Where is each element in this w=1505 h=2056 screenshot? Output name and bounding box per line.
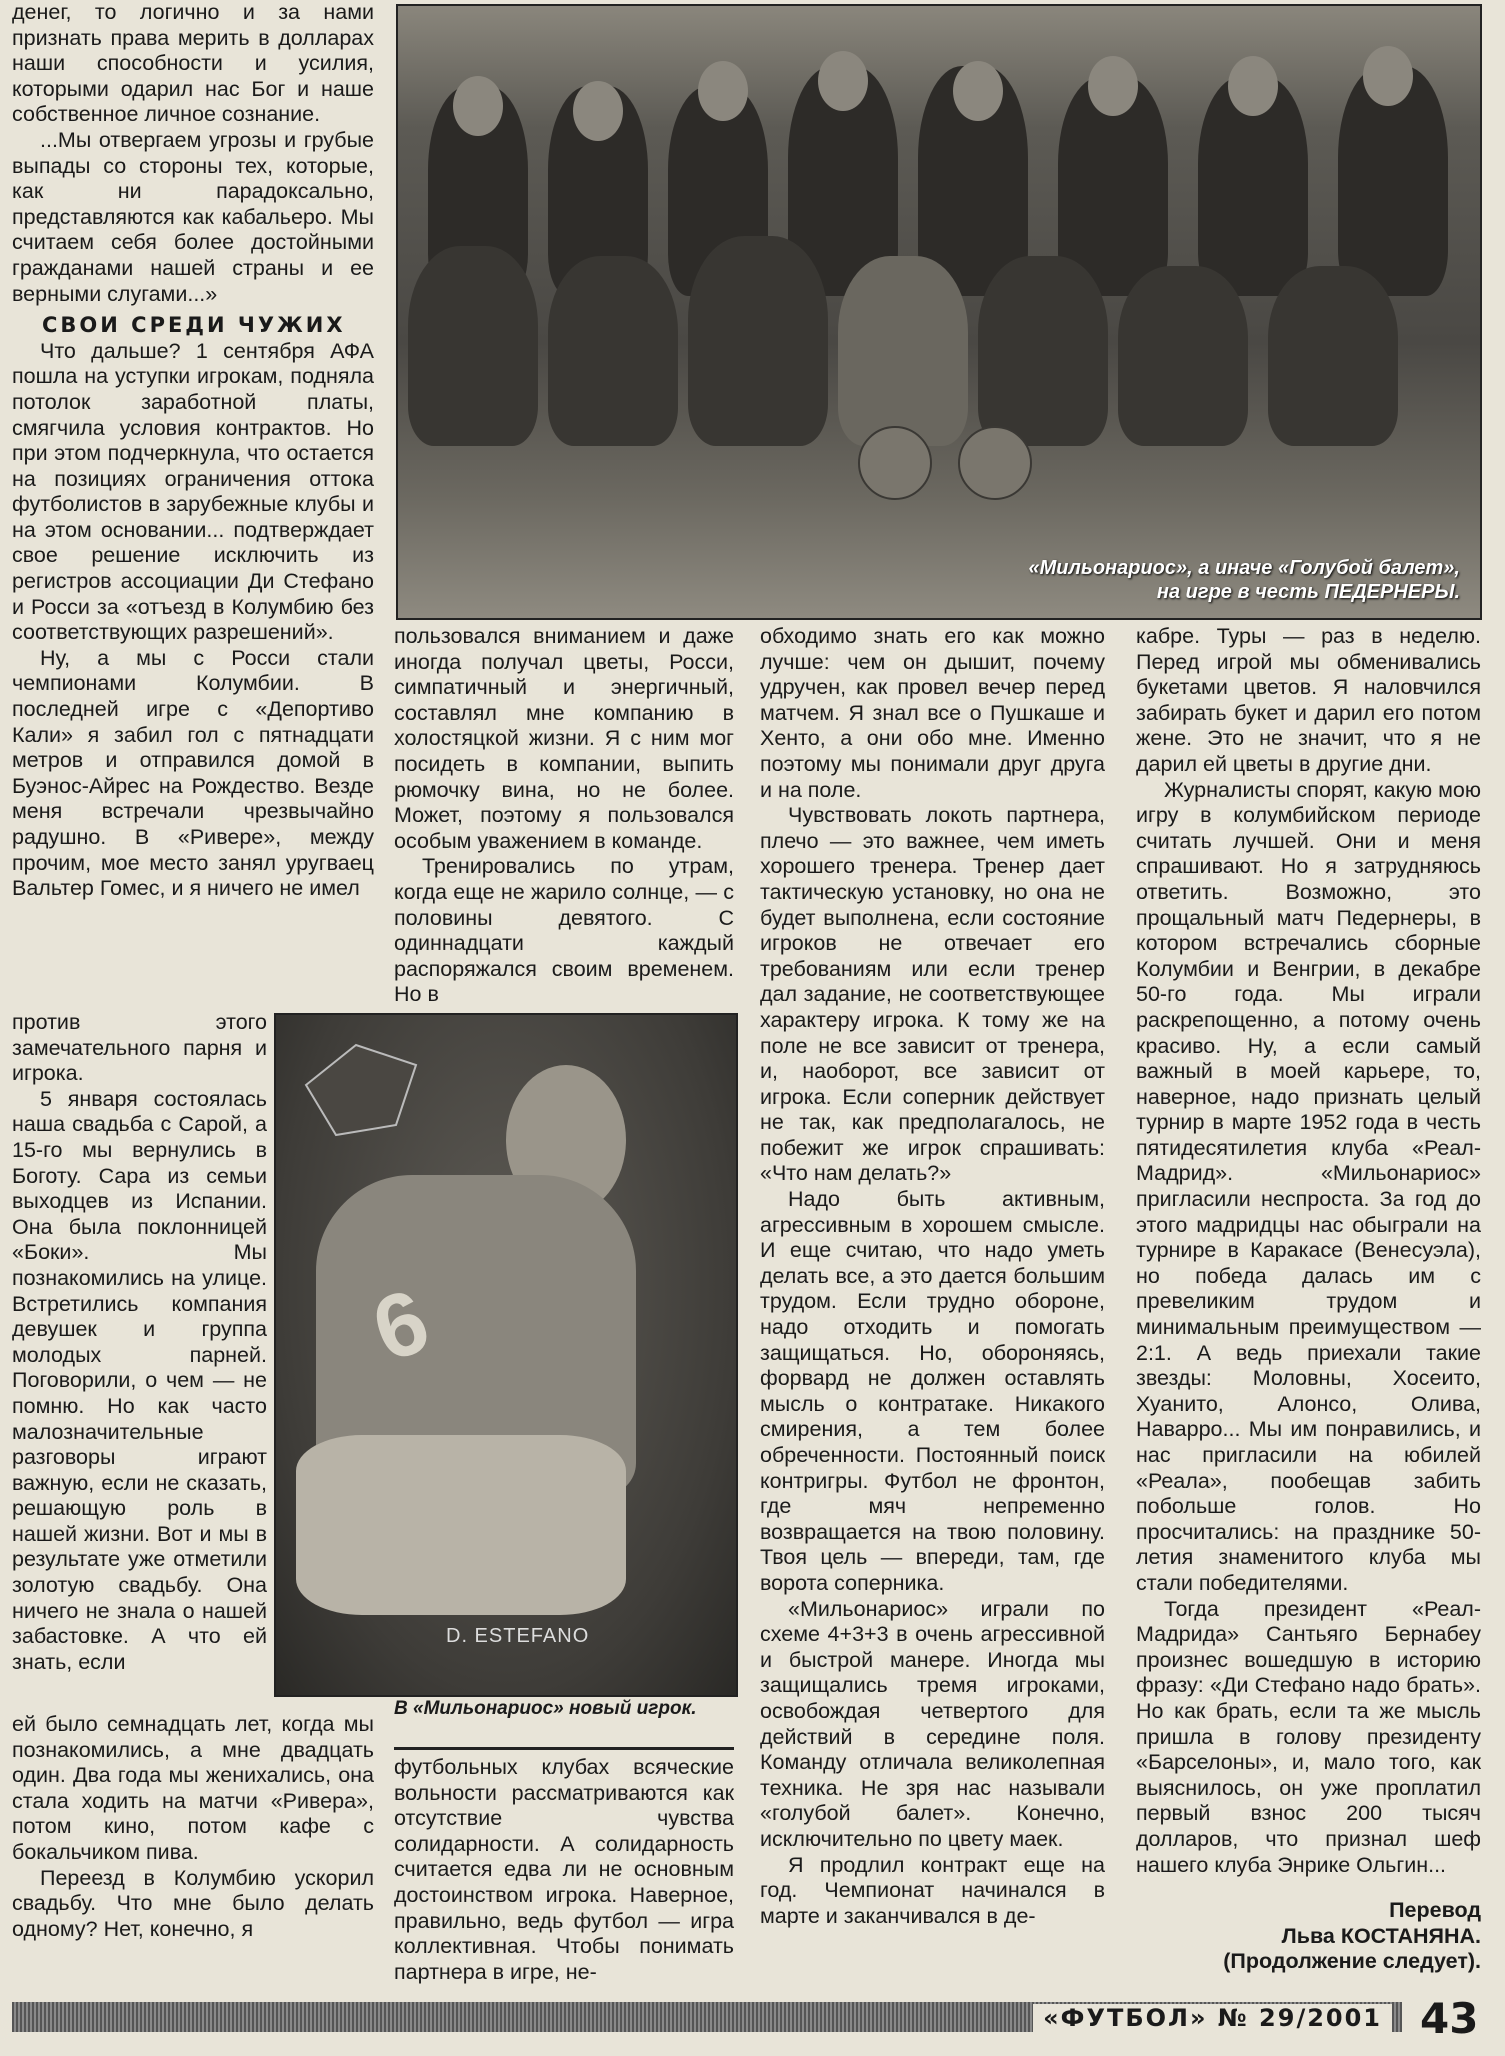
- club-emblem-icon: [296, 1035, 426, 1145]
- credit-line: Льва КОСТАНЯНА.: [1281, 1923, 1481, 1948]
- caption-divider: [394, 1747, 734, 1750]
- paragraph: ей было семнадцать лет, когда мы познакомились, а мне двадцать один. Два года мы женихались, она стала ходить на матчи «Ривера», потом кино, потом кафе с бокальчиком пива.: [12, 1712, 374, 1864]
- page-number: 43: [1420, 1994, 1479, 2043]
- paragraph: Журналисты спорят, какую мою игру в колумбийском периоде считать лучшей. Они и меня спрашивают. Но я затрудняюсь ответить. Возможно, это прощальный матч Педернеры, в котором встречались сборные Колумбии и Венгрии, в декабре 50-го года. Мы играли раскрепощенно, а потому очень красиво. Ну, а если самый важный в моей карьере, то, наверное, надо признать целый турнир в марте 1952 года в честь пятидесятилетия клуба «Реал-Мадрид». «Мильонариос» пригласили неспроста. За год до этого мадридцы нас обыграли на турнире в Каракасе (Венесуэла), но победа далась им с превеликим трудом и минимальным преимуществом — 2:1. А ведь приехали такие звезды: Моловны, Хосеито, Хуанито, Алонсо, Олива, Наварро... Мы им понравились, и нас пригласили на юбилей «Реала», пообещав забить побольше голов. Но просчитались: на празднике 50-летия знаменитого клуба мы стали победителями.: [1136, 777, 1481, 1595]
- shirt-number: 6: [360, 1270, 442, 1382]
- paragraph: Чувствовать локоть партнера, плечо — это важнее, чем иметь хорошего тренера. Тренер дает тактическую установку, но она не будет выполнена, если состояние игроков не отвечает его требованиям или если тренер дал задание, не соответствующее характеру игрока. К тому же на поле не все зависит от тренера, и, наоборот, все зависит от игрока. Если соперник действует не так, как предполагалось, не побежит же игрок спрашивать: «Что нам делать?»: [760, 803, 1105, 1186]
- paragraph: Надо быть активным, агрессивным в хорошем смысле. И еще считаю, что надо уметь делать все, а это дается большим трудом. Если трудно обороне, надо отходить и помогать защищаться. Но, обороняясь, форвард не должен оставлять мысль о контратаке. Никакого смирения, а тем более обреченности. Постоянный поиск контригры. Футбол не фронтон, где мяч непременно возвращается на твою половину. Твоя цель — впереди, там, где ворота соперника.: [760, 1187, 1105, 1595]
- page-footer-bar: [12, 2002, 1402, 2032]
- publication-issue: «ФУТБОЛ» № 29/2001: [1033, 2004, 1392, 2032]
- caption-line: на игре в честь ПЕДЕРНЕРЫ.: [1156, 581, 1460, 603]
- caption-line: «Мильонариос», а иначе «Голубой балет»,: [1028, 557, 1460, 579]
- column-4: [1136, 624, 1481, 1878]
- paragraph: кабре. Туры — раз в неделю. Перед игрой мы обменивались букетами цветов. Я наловчился забирать букет и дарил его потом жене. Это не значит, что я не дарил ей цветы в другие дни.: [1136, 624, 1481, 776]
- credit-line: Перевод: [1389, 1898, 1481, 1922]
- paragraph: Что дальше? 1 сентября АФА пошла на уступки игрокам, подняла потолок заработной платы, смягчила условия контрактов. Но при этом подчеркнула, что остается на позициях ограничения оттока футболистов в зарубежные клубы и на этом основании... подтверждает свое решение исключить из регистров ассоциации Ди Стефано и Росси за «отъезд в Колумбию без соответствующих разрешений».: [12, 338, 374, 645]
- paragraph: Ну, а мы с Росси стали чемпионами Колумбии. В последней игре с «Депортиво Кали» я забил гол с пятнадцати метров и отправился домой в Буэнос-Айрес на Рождество. Везде меня встречали чрезвычайно радушно. В «Ривере», между прочим, мое место занял уругваец Вальтер Гомес, и я ничего не имел: [12, 645, 374, 901]
- team-photo: [396, 4, 1482, 620]
- column-1-bottom: [12, 1712, 374, 1942]
- player-portrait-photo: [274, 1013, 738, 1697]
- paragraph: «Мильонариос» играли по схеме 4+3+3 в очень агрессивной и быстрой манере. Иногда мы защищались тремя игроками, освобождая четвертого для действий в середине поля. Команду отличала великолепная техника. Не зря нас называли «голубой балет». Конечно, исключительно по цвету маек.: [760, 1596, 1105, 1851]
- paragraph: ...Мы отвергаем угрозы и грубые выпады со стороны тех, которые, как ни парадоксально, представляются как кабальеро. Мы считаем себя более достойными гражданами нашей страны и ее верными слугами...»: [12, 127, 374, 306]
- paragraph: Переезд в Колумбию ускорил свадьбу. Что мне было делать одному? Нет, конечно, я: [12, 1865, 374, 1941]
- column-2-top: [394, 624, 734, 1008]
- column-2-bottom: [394, 1755, 734, 1985]
- team-photo-caption: [1029, 556, 1460, 604]
- section-subheading: СВОИ СРЕДИ ЧУЖИХ: [42, 313, 346, 338]
- paragraph: Тогда президент «Реал-Мадрида» Сантьяго Бернабеу произнес вошедшую в историю фразу: «Ди Стефано надо брать». Но как брать, если та же мысль пришла в голову президенту «Барселоны», и, мало того, как выяснилось, он уже проплатил первый взнос 200 тысяч долларов, что признал шеф нашего клуба Энрике Ольгин...: [1136, 1596, 1481, 1877]
- column-1-narrow: [12, 1010, 267, 1675]
- credit-line: (Продолжение следует).: [1223, 1949, 1481, 1974]
- paragraph: Тренировались по утрам, когда еще не жарило солнце, — с половины девятого. С одиннадцати каждый распоряжался своим временем. Но в: [394, 854, 734, 1007]
- paragraph: пользовался вниманием и даже иногда получал цветы, Росси, симпатичный и энергичный, составлял мне компанию в холостяцкой жизни. Я с ним мог посидеть в компании, выпить рюмочку вина, но не более. Может, поэтому я пользовался особым уважением в команде.: [394, 624, 734, 853]
- paragraph: против этого замечательного парня и игрока.: [12, 1010, 267, 1086]
- portrait-caption: В «Мильонариос» новый игрок.: [394, 1698, 697, 1719]
- name-mat: D. ESTEFANO: [446, 1625, 590, 1647]
- paragraph: обходимо знать его как можно лучше: чем он дышит, почему удручен, как провел вечер перед матчем. Я знал все о Пушкаше и Хенто, а они обо мне. Именно поэтому мы понимали друг друга и на поле.: [760, 624, 1105, 802]
- paragraph: Я продлил контракт еще на год. Чемпионат начинался в марте и заканчивался в де-: [760, 1852, 1105, 1928]
- column-3: [760, 624, 1105, 1929]
- paragraph: 5 января состоялась наша свадьба с Сарой, а 15-го мы вернулись в Боготу. Сара из семьи выходцев из Испании. Она была поклонницей «Боки». Мы познакомились на улице. Встретились компания девушек и группа молодых парней. Поговорили, о чем — не помню. Но как часто малозначительные разговоры играют важную, если не сказать, решающую роль в нашей жизни. Вот и мы в результате уже отметили золотую свадьбу. Она ничего не знала о нашей забастовке. А что ей знать, если: [12, 1086, 267, 1674]
- translation-credit: [1136, 1898, 1481, 1975]
- column-1-top: [12, 0, 374, 902]
- paragraph: денег, то логично и за нами признать права мерить в долларах наши способности и усилия, которыми одарил нас Бог и наше собственное личное сознание.: [12, 0, 374, 127]
- paragraph: футбольных клубах всяческие вольности рассматриваются как отсутствие чувства солидарности. А солидарность считается едва ли не основным достоинством игрока. Наверное, правильно, ведь футбол — игра коллективная. Чтобы понимать партнера в игре, не-: [394, 1755, 734, 1984]
